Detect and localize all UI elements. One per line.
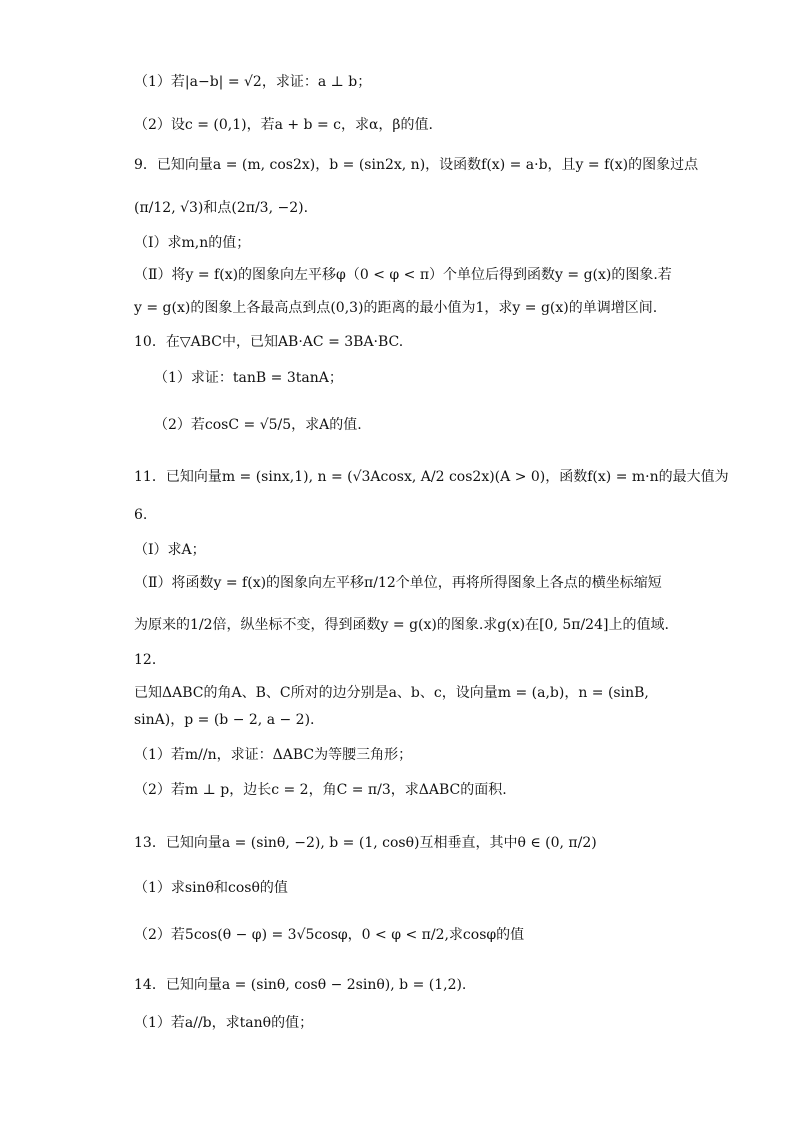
text-line-l1: （1）若|a−b| = √2，求证：a ⊥ b； [134,74,372,90]
text-line-l23: （2）若5cos(θ − φ) = 3√5cosφ，0 < φ < π/2,求cosφ的值 [134,927,525,943]
text-line-l22: （1）求sinθ和cosθ的值 [134,880,288,896]
text-line-l24: 14．已知向量a = (sinθ, cosθ − 2sinθ), b = (1,2). [134,977,467,993]
text-line-l21: 13．已知向量a = (sinθ, −2), b = (1, cosθ)互相垂直，其中θ ∈ (0, π/2) [134,835,597,851]
text-line-l18: sinA)，p = (b − 2, a − 2). [134,712,315,728]
text-line-l4: (π/12, √3)和点(2π/3, −2). [134,200,309,216]
text-line-l10: （2）若cosC = √5/5，求A的值. [154,417,362,433]
text-line-l5: （Ⅰ）求m,n的值； [134,235,251,251]
text-line-l7: y = g(x)的图象上各最高点到点(0,3)的距离的最小值为1，求y = g(x)的单调增区间. [134,300,658,316]
text-line-l6: （Ⅱ）将y = f(x)的图象向左平移φ（0 < φ < π）个单位后得到函数y = g(x)的图象.若 [134,267,672,283]
text-line-l17: 已知ΔABC的角A、B、C所对的边分别是a、b、c，设向量m = (a,b)，n = (sinB, [134,685,649,701]
text-line-l8: 10．在▽ABC中，已知AB·AC = 3BA·BC. [134,334,404,350]
text-line-l25: （1）若a//b，求tanθ的值； [134,1015,314,1031]
text-line-l13: （Ⅰ）求A； [134,542,206,558]
text-line-l11: 11．已知向量m = (sinx,1), n = (√3Acosx, A/2 cos2x)(A > 0)，函数f(x) = m·n的最大值为 [134,469,729,485]
text-line-l3: 9．已知向量a = (m, cos2x)，b = (sin2x, n)，设函数f(x) = a·b，且y = f(x)的图象过点 [134,157,699,173]
text-line-l12: 6. [134,507,148,523]
text-line-l20: （2）若m ⊥ p，边长c = 2，角C = π/3，求ΔABC的面积. [134,782,507,798]
text-line-l9: （1）求证：tanB = 3tanA； [154,370,343,386]
text-line-l16: 12． [134,652,166,668]
text-line-l2: （2）设c = (0,1)，若a + b = c，求α，β的值. [134,117,433,133]
text-line-l14: （Ⅱ）将函数y = f(x)的图象向左平移π/12个单位，再将所得图象上各点的横坐标缩短 [134,575,662,591]
text-line-l19: （1）若m//n，求证：ΔABC为等腰三角形； [134,747,413,763]
text-line-l15: 为原来的1/2倍，纵坐标不变，得到函数y = g(x)的图象.求g(x)在[0, 5π/24]上的值域. [134,617,669,633]
